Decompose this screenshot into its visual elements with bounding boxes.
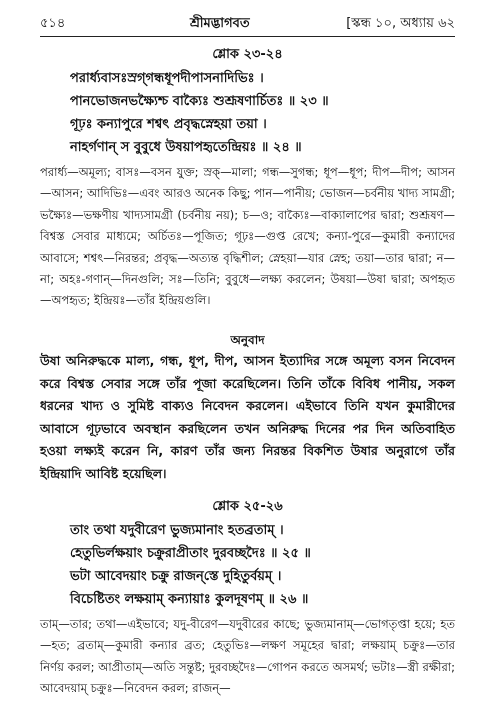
page-number: ৫১৪: [40, 16, 66, 31]
verse-line: বিচেষ্টিতং লক্ষয়াম্‌ কন্যায়াঃ কুলদূষণম্‌ ॥ ২৬ ॥: [70, 592, 309, 607]
header-rule: [40, 36, 455, 37]
verse-line: হেতুভির্লক্ষয়াং চক্রুরাপ্রীতাং দুরবচ্ছদৈঃ ॥ ২৫ ॥: [70, 546, 311, 561]
synonyms-23-24: [40, 162, 455, 312]
translation-23-24: [40, 350, 455, 486]
page-header: [40, 10, 455, 36]
verse-line: পরার্ধ্যবাসঃস্রগ্‌গন্ধধূপদীপাসনাদিভিঃ ।: [70, 71, 264, 86]
canto-chapter: [স্কন্ধ ১০, অধ্যায় ৬২: [346, 16, 455, 31]
verse-text-23-24: [70, 67, 455, 159]
verse-line: তাং তথা যদুবীরেণ ভুজ্যমানাং হতব্রতাম্‌ ।: [70, 523, 284, 538]
synonyms-text: তাম্‌—তার; তথা—এইভাবে; যদু-বীরেণ—যদুবীরের কাছে; ভুজ্যমানাম্‌—ভোগতৃপ্তা হয়ে; হত—হত; ব্রতাম্‌—কুমারী কন্যার ব্রত; হেতুভিঃ—লক্ষণ সমূহের দ্বারা; লক্ষয়াম্‌ চক্রুঃ—তার নির্ণয় করল; আপ্রীতাম্‌—অতি সন্তুষ্ট; দুরবচ্ছদৈঃ—গোপন করতে অসমর্থ; ভটাঃ—স্ত্রী রক্ষীরা; আবেদয়াম্‌ চক্রুঃ—নিবেদন করল; রাজন্‌—: [40, 617, 455, 696]
verse-line: ভটা আবেদয়াং চক্রু রাজন্‌স্তে দুহিতুর্বয়ম্‌ ।: [70, 569, 282, 584]
synonyms-text: পরার্ধ্য—অমূল্য; বাসঃ—বসন যুক্ত; স্রক্‌—মালা; গন্ধ—সুগন্ধ; ধূপ—ধূপ; দীপ—দীপ; আসন—আসন; আদিভিঃ—এবং আরও অনেক কিছু; পান—পানীয়; ভোজন—চর্বনীয় খাদ্য সামগ্রী; ভক্ষ্যৈঃ—ভক্ষণীয় খাদ্যসামগ্রী (চর্বনীয় নয়); চ—ও; বাক্যৈঃ—বাক্যালাপের দ্বারা; শুশ্রূষণ—বিশ্বস্ত সেবার মাধ্যমে; অর্চিতঃ—পূজিত; গূঢ়ঃ—গুপ্ত রেখে; কন্যা-পুরে—কুমারী কন্যাদের আবাসে; শশ্বৎ—নিরন্তর; প্রবৃদ্ধ—অত্যন্ত বৃদ্ধিশীল; স্নেহয়া—যার স্নেহ; তয়া—তার দ্বারা; ন—না; অহঃ-গণান্‌—দিনগুলি; সঃ—তিনি; বুবুধে—লক্ষ্য করলেন; উষয়া—উষা দ্বারা; অপহৃত—অপহৃত; ইন্দ্রিয়ঃ—তাঁর ইন্দ্রিয়গুলি।: [40, 165, 455, 308]
verse-line: পানভোজনভক্ষ্যৈশ্চ বাক্যৈঃ শুশ্রূষণার্চিতঃ ॥ ২৩ ॥: [70, 94, 329, 109]
verse-text-25-26: [70, 519, 455, 611]
verse-heading-23-24: শ্লোক ২৩-২৪: [212, 47, 283, 62]
translation-text: উষা অনিরুদ্ধকে মাল্য, গন্ধ, ধূপ, দীপ, আসন ইত্যাদির সঙ্গে অমূল্য বসন নিবেদন করে বিশ্বস্ত সেবার সঙ্গে তাঁর পূজা করেছিলেন। তিনি তাঁকে বিবিধ পানীয়, সকল ধরনের খাদ্য ও সুমিষ্ট বাক্যও নিবেদন করলেন। এইভাবে তিনি যখন কুমারীদের আবাসে গূঢ়ভাবে অবস্থান করছিলেন তখন অনিরুদ্ধ দিনের পর দিন অতিবাহিত হওয়া লক্ষ্যই করেন নি, কারণ তাঁর জন্য নিরন্তর বিকশিত উষার অনুরাগে তাঁর ইন্দ্রিয়াদি আবিষ্ট হয়েছিল।: [40, 353, 456, 481]
book-title: শ্রীমদ্ভাগবত: [190, 16, 250, 31]
synonyms-25-26: [40, 614, 455, 700]
verse-heading-25-26: শ্লোক ২৫-২৬: [212, 499, 283, 514]
translation-heading: অনুবাদ: [230, 333, 265, 347]
verse-line: নাহর্গণান্‌ স বুবুধে উষয়াপহৃতেন্দ্রিয়ঃ ॥ ২৪ ॥: [70, 140, 302, 155]
verse-line: গূঢ়ঃ কন্যাপুরে শশ্বৎ প্রবৃদ্ধস্নেহয়া তয়া ।: [70, 117, 267, 132]
